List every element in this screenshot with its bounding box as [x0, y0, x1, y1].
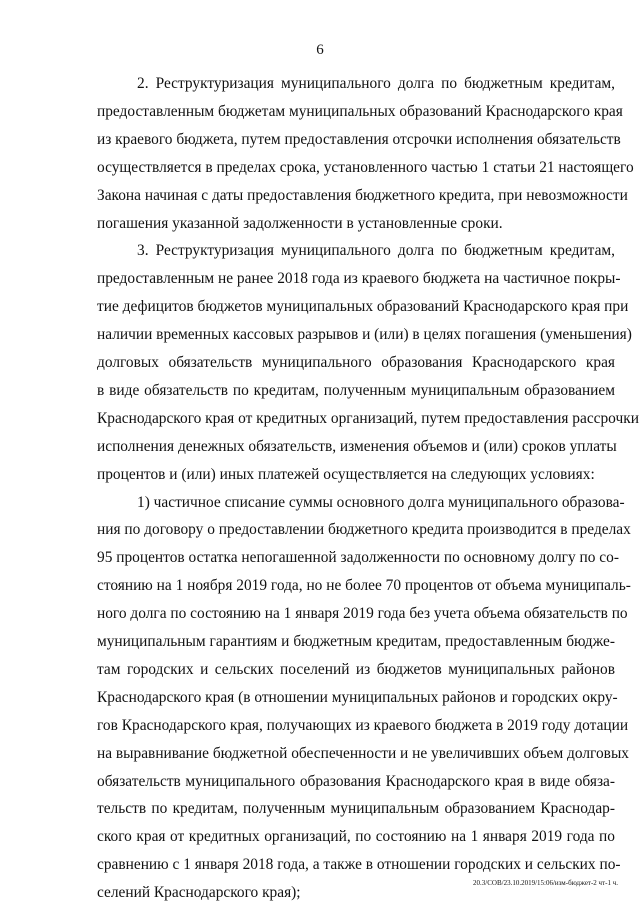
text-line: из краевого бюджета, путем предоставления отсрочки исполнения обязательств: [97, 130, 621, 148]
text-line: предоставленным не ранее 2018 года из краевого бюджета на частичное покры-: [97, 270, 621, 288]
text-line: ного долга по состоянию на 1 января 2019 года без учета объема обязательств по: [97, 605, 628, 623]
text-line: там городских и сельских поселений из бюджетов муниципальных районов: [97, 660, 615, 678]
text-line: Закона начиная с даты предоставления бюджетного кредита, при невозможности: [97, 186, 628, 204]
text-line: предоставленным бюджетам муниципальных образований Краснодарского края: [97, 102, 623, 120]
text-line: Краснодарского края (в отношении муниципальных районов и городских окру-: [97, 688, 618, 706]
text-line: ния по договору о предоставлении бюджетного кредита производится в пределах: [97, 521, 631, 539]
text-line: процентов и (или) иных платежей осуществляется на следующих условиях:: [97, 465, 595, 483]
text-line: в виде обязательств по кредитам, полученным муниципальным образованием: [97, 381, 615, 399]
text-line: 1) частичное списание суммы основного долга муниципального образова-: [137, 493, 625, 511]
text-line: 3. Реструктуризация муниципального долга по бюджетным кредитам,: [137, 242, 615, 260]
text-line: исполнения денежных обязательств, изменения объемов и (или) сроков уплаты: [97, 437, 617, 455]
text-line: погашения указанной задолженности в установленные сроки.: [97, 214, 503, 232]
text-line: сравнению с 1 января 2018 года, а также в отношении городских и сельских по-: [97, 856, 621, 874]
text-line: стоянию на 1 ноября 2019 года, но не более 70 процентов от объема муниципаль-: [97, 577, 631, 595]
text-line: селений Краснодарского края);: [97, 884, 301, 902]
text-line: обязательств муниципального образования Краснодарского края в виде обяза-: [97, 772, 615, 790]
text-line: наличии временных кассовых разрывов и (или) в целях погашения (уменьшения): [97, 326, 632, 344]
text-line: на выравнивание бюджетной обеспеченности и не увеличивших объем долговых: [97, 744, 629, 762]
text-line: гов Краснодарского края, получающих из краевого бюджета в 2019 году дотации: [97, 716, 629, 734]
page-number: 6: [316, 42, 324, 58]
text-line: ского края от кредитных организаций, по состоянию на 1 января 2019 года по: [97, 828, 615, 846]
text-line: осуществляется в пределах срока, установленного частью 1 статьи 21 настоящего: [97, 158, 634, 176]
text-line: долговых обязательств муниципального образования Краснодарского края: [97, 354, 615, 371]
text-line: Краснодарского края от кредитных организаций, путем предоставления рассрочки: [97, 409, 639, 427]
text-line: муниципальным гарантиям и бюджетным кредитам, предоставленным бюдже-: [97, 633, 615, 650]
text-line: тие дефицитов бюджетов муниципальных образований Краснодарского края при: [97, 298, 629, 316]
footer-filename: 20.3/СОВ/23.10.2019/15:06/изм-бюджет-2 чт-1 ч.: [473, 879, 618, 887]
text-line: 95 процентов остатка непогашенной задолженности по основному долгу по со-: [97, 549, 619, 567]
text-line: 2. Реструктуризация муниципального долга по бюджетным кредитам,: [137, 75, 615, 92]
text-line: тельств по кредитам, полученным муниципальным образованием Краснодар-: [97, 800, 615, 818]
